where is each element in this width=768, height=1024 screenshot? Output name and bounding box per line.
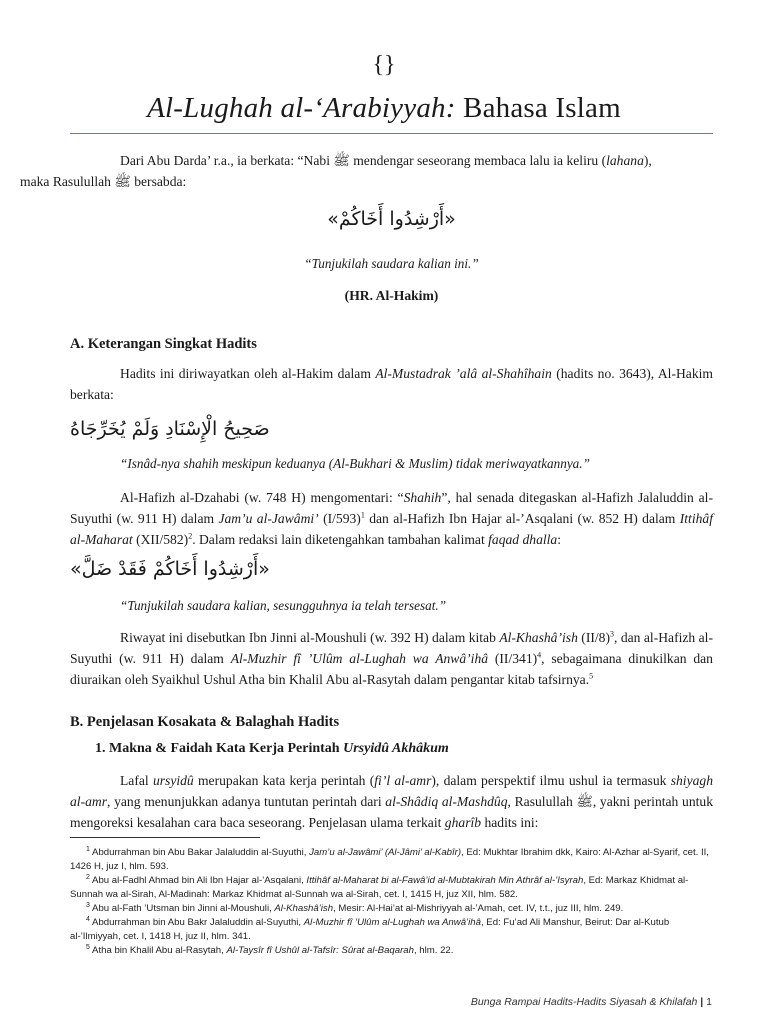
p1-a: Hadits ini diriwayatkan oleh al-Hakim dalam (120, 366, 376, 381)
p4-d: , yang menunjukkan adanya tuntutan perintah dari (107, 794, 386, 809)
footnote-5-a: Atha bin Khalil Abu al-Rasytah, (89, 945, 227, 957)
title-italic: Al-Lughah al-‘Arabiyyah: (147, 92, 456, 124)
p3-b: (II/8) (577, 630, 610, 645)
p4-ursyidu: ursyidû (152, 773, 194, 788)
intro-text (20, 150, 713, 192)
p2-c: (I/593) (318, 511, 361, 526)
p4-gharib: gharîb (444, 815, 482, 830)
footer-page-number: 1 (706, 996, 712, 1008)
isnad-translation: “Isnâd-nya shahih meskipun keduanya (Al-Bukhari & Muslim) tidak meriwayatkannya.” (120, 456, 590, 471)
footnote-2-title: Ittihâf al-Maharat bi al-Fawâ’id al-Mubtakirah Min Athrâf al-’Isyrah (306, 875, 584, 887)
p3-d: (II/341) (488, 651, 538, 666)
p2-f: . Dalam redaksi lain diketengahkan tambahan kalimat (192, 532, 489, 547)
title-braces: {} (372, 52, 396, 78)
section-a-p3-text (70, 627, 713, 690)
section-a-p2-text (70, 487, 713, 550)
footnote-ref-4[interactable]: 4 (537, 650, 542, 660)
p3-e: , sebagaimana dinukilkan dan diuraikan oleh Syaikhul Ushul Atha bin Khalil Abu al-Rasytah dalam pengantar kitab tafsirnya. (70, 651, 713, 687)
section-b-heading-wrap (70, 714, 713, 731)
section-b-p1-text (70, 770, 713, 833)
footnote-5-title: Al-Taysîr fî Ushûl al-Tafsîr: Sûrat al-Baqarah (226, 945, 414, 957)
footnote-5-number: 5 (86, 944, 90, 951)
footnote-4-b: , Ed: Fu’ad Ali Manshur, Beirut: Dar al-Kutub al-’Ilmiyyah, cet. I, 1418 H, juz II, hlm. 341. (70, 917, 670, 942)
intro-paragraph (20, 150, 713, 192)
intro-line2: maka Rasulullah ﷺ bersabda: (20, 174, 187, 189)
footnote-rule (70, 837, 260, 838)
footnote-1-b: , Ed: Mukhtar Ibrahim dkk, Kairo: Al-Azhar al-Syarif, cet. II, 1426 H, juz I, hlm. 593. (70, 847, 709, 872)
p4-shadiq: al-Shâdiq al-Mashdûq (385, 794, 508, 809)
hadith-arabic-2-text: «أَرْشِدُوا أَخَاكُمْ فَقَدْ ضَلَّ» (70, 558, 270, 580)
p3-a: Riwayat ini disebutkan Ibn Jinni al-Moushuli (w. 392 H) dalam kitab (120, 630, 500, 645)
title-rest: Bahasa Islam (455, 92, 621, 124)
footnote-2 (70, 871, 713, 901)
hadith-source: (HR. Al-Hakim) (344, 288, 439, 303)
intro-line1: Dari Abu Darda’ r.a., ia berkata: “Nabi ﷺ mendengar seseorang membaca lalu ia keliru ( (120, 153, 607, 168)
p2-b: ”, hal senada ditegaskan al-Hafizh Jalaluddin al-Suyuthi (w. 911 H) dalam (70, 490, 713, 526)
footnote-1-title: Jam’u al-Jawâmi’ (Al-Jâmi’ al-Kabîr) (309, 847, 462, 859)
isnad-arabic (70, 418, 713, 440)
hadith-translation-2: “Tunjukilah saudara kalian, sesungguhnya ia telah tersesat.” (120, 598, 447, 613)
p1-b: (hadits no. 3643), Al-Hakim berkata: (70, 366, 713, 402)
p4-c: ), dalam perspektif ilmu ushul ia termasuk (431, 773, 671, 788)
footnote-4-title: Al-Muzhir fî ’Ulûm al-Lughah wa Anwâ’ihâ (303, 917, 481, 929)
section-a-p1-text (70, 363, 713, 405)
subsection-1-heading-wrap (70, 741, 713, 757)
section-a-heading-wrap (70, 336, 713, 353)
section-a-paragraph1 (70, 363, 713, 405)
footnote-4-a: Abdurrahman bin Abu Bakr Jalaluddin al-Suyuthi, (89, 917, 304, 929)
section-b-heading: B. Penjelasan Kosakata & Balaghah Hadits (70, 714, 340, 730)
intro-lahana: lahana (606, 153, 644, 168)
sub1-ursyidu: Ursyidû Akhâkum (343, 741, 449, 756)
section-a-paragraph3 (70, 627, 713, 690)
hadith-arabic: «أَرْشِدُوا أَخَاكُمْ» (327, 208, 456, 230)
footnote-ref-2[interactable]: 2 (188, 531, 193, 541)
p2-d: dan al-Hafizh Ibn Hajar al-’Asqalani (w. 852 H) dalam (364, 511, 680, 526)
footnote-ref-1[interactable]: 1 (360, 510, 365, 520)
hadith-translation: “Tunjukilah saudara kalian ini.” (304, 256, 479, 271)
footnote-1-a: Abdurrahman bin Abu Bakar Jalaluddin al-Suyuthi, (89, 847, 310, 859)
footnote-3-a: Abu al-Fath ’Utsman bin Jinni al-Moushuli, (89, 903, 275, 915)
p4-b: merupakan kata kerja perintah ( (193, 773, 375, 788)
section-b-paragraph1 (70, 770, 713, 833)
footnote-2-a: Abu al-Fadhl Ahmad bin Ali Ibn Hajar al-’Asqalani, (89, 875, 307, 887)
p2-faqad: faqad dhalla (488, 532, 558, 547)
p1-mustadrak: Al-Mustadrak ’alâ al-Shahîhain (375, 366, 552, 381)
p4-f: hadits ini: (481, 815, 539, 830)
p2-shahih: Shahih (403, 490, 442, 505)
footnote-5-b: , hlm. 22. (413, 945, 454, 957)
footer-separator: | (697, 996, 707, 1008)
p4-fil: fi’l al-amr (374, 773, 432, 788)
p2-jamu: Jam’u al-Jawâmi’ (218, 511, 319, 526)
intro-line1-end: ), (643, 153, 652, 168)
footnote-ref-5[interactable]: 5 (589, 671, 594, 681)
hadith-arabic-2 (70, 558, 713, 580)
footnote-1 (70, 843, 713, 873)
p3-c: , dan al-Hafizh al-Suyuthi (w. 911 H) dalam (70, 630, 713, 666)
footnote-3-number: 3 (86, 902, 90, 909)
section-a-heading: A. Keterangan Singkat Hadits (70, 336, 257, 352)
footnote-4 (70, 913, 713, 943)
footnote-5 (70, 941, 713, 958)
p4-e: , Rasulullah ﷺ, yakni perintah untuk mengoreksi kesalahan cara baca seseorang. Penjelasan ulama terkait (70, 794, 713, 830)
footnote-4-number: 4 (86, 916, 90, 923)
footnote-ref-3[interactable]: 3 (610, 629, 614, 639)
p3-muzhir: Al-Muzhir fî ’Ulûm al-Lughah wa Anwâ’ihâ (230, 651, 489, 666)
p2-a: Al-Hafizh al-Dzahabi (w. 748 H) mengomentari: “ (120, 490, 404, 505)
p4-shiyagh: shiyagh al-amr (70, 773, 713, 809)
page-title (0, 92, 768, 125)
sub1-a: 1. Makna & Faidah Kata Kerja Perintah (95, 741, 344, 756)
p2-ittihaf: Ittihâf al-Maharat (70, 511, 713, 547)
footnote-3-title: Al-Khashâ’ish (274, 903, 334, 915)
page-footer (471, 996, 712, 1008)
footnote-2-b: , Ed: Markaz Khidmat al-Sunnah wa al-Sirah, Al-Madinah: Markaz Khidmat al-Sunnah wa al-Sirah, cet. I, 1415 H, juz XII, hlm. 582. (70, 875, 689, 900)
subsection-1-heading (95, 741, 713, 757)
section-a-paragraph2 (70, 487, 713, 550)
p2-g: : (557, 532, 562, 547)
p3-khashaish: Al-Khashâ’ish (499, 630, 578, 645)
footer-book-title: Bunga Rampai Hadits-Hadits Siyasah & Khilafah (470, 996, 698, 1008)
footnote-3-b: , Mesir: Al-Hai’at al-Mishriyyah al-’Amah, cet. IV, t.t., juz III, hlm. 249. (333, 903, 624, 915)
title-rule (70, 133, 713, 134)
p2-e: (XII/582) (132, 532, 189, 547)
p4-a: Lafal (120, 773, 153, 788)
footnote-1-number: 1 (86, 846, 90, 853)
footnote-2-number: 2 (86, 874, 90, 881)
isnad-arabic-text: صَحِيحُ الْإِسْنَادِ وَلَمْ يُخَرِّجَاهُ (70, 418, 270, 440)
